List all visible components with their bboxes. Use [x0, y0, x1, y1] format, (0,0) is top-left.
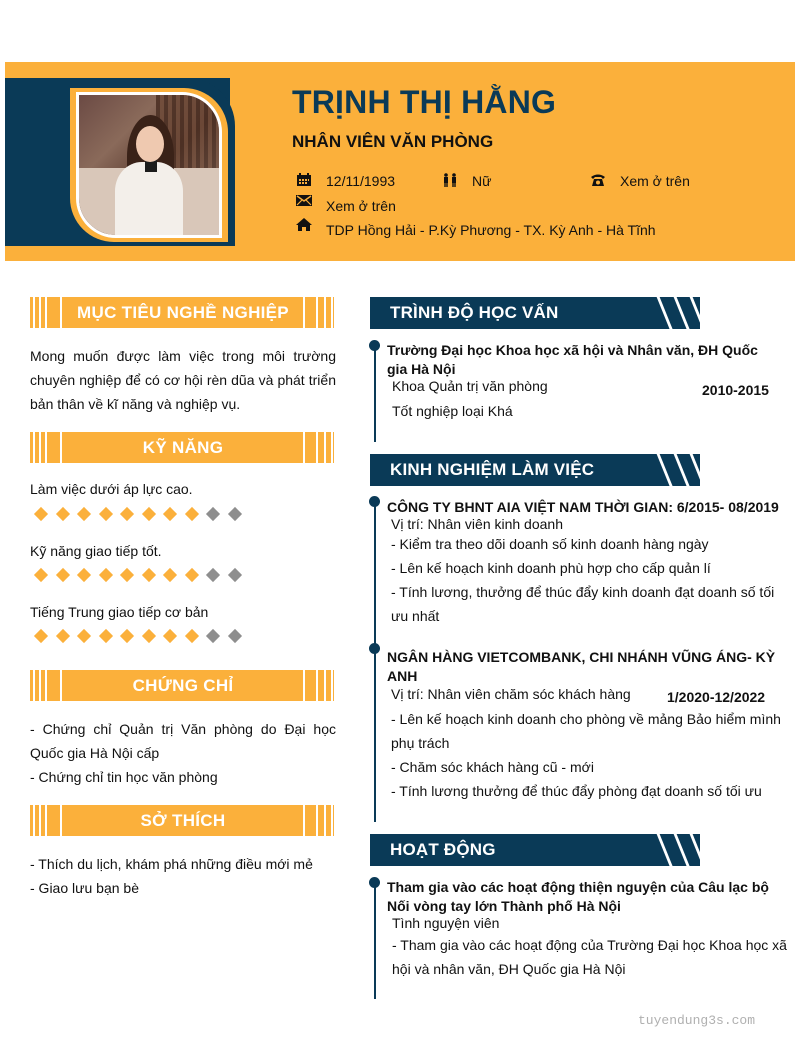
- home-icon: [296, 218, 326, 234]
- section-heading-objective: MỤC TIÊU NGHỀ NGHIỆP: [30, 297, 336, 328]
- experience-line: - Kiểm tra theo dõi doanh số kinh doanh hàng ngày: [391, 536, 709, 552]
- rating-diamond-icon: [227, 629, 241, 643]
- section-heading-skills: KỸ NĂNG: [30, 432, 336, 463]
- rating-diamond-icon: [120, 629, 134, 643]
- rating-diamond-icon: [206, 568, 220, 582]
- cv-header: [5, 62, 795, 261]
- phone-icon: [590, 173, 620, 189]
- photo-frame: [70, 88, 228, 242]
- activity-title: Tham gia vào các hoạt động thiện nguyện của Câu lạc bộ Nối vòng tay lớn Thành phố Hà Nội: [387, 879, 769, 914]
- email-value: Xem ở trên: [326, 198, 396, 214]
- candidate-name: TRỊNH THỊ HẰNG: [292, 84, 557, 120]
- education-line: Tốt nghiệp loại Khá: [392, 403, 513, 419]
- rating-diamond-icon: [184, 507, 198, 521]
- experience-company: CÔNG TY BHNT AIA VIỆT NAM THỜI GIAN: 6/2015- 08/2019: [387, 499, 779, 515]
- phone-value: Xem ở trên: [620, 173, 690, 189]
- gender-value: Nữ: [472, 173, 492, 189]
- hobby-item: - Giao lưu bạn bè: [30, 880, 139, 896]
- watermark: tuyendung3s.com: [638, 1013, 756, 1028]
- birthday-value: 12/11/1993: [326, 173, 396, 189]
- activity-line: Tình nguyện viên: [392, 915, 500, 931]
- rating-diamond-icon: [227, 568, 241, 582]
- activity-line: hội và nhân văn, ĐH Quốc gia Hà Nội: [392, 961, 626, 977]
- skill-rating: [34, 628, 242, 644]
- rating-diamond-icon: [34, 507, 48, 521]
- section-heading-experience: KINH NGHIỆM LÀM VIỆC: [370, 454, 700, 486]
- rating-diamond-icon: [77, 507, 91, 521]
- birthday-row: [296, 173, 395, 189]
- activity-line: - Tham gia vào các hoạt động của Trường Đại học Khoa học xã: [392, 937, 787, 953]
- rating-diamond-icon: [55, 568, 69, 582]
- rating-diamond-icon: [227, 507, 241, 521]
- skill-label: Làm việc dưới áp lực cao.: [30, 481, 193, 497]
- section-heading-hobbies: SỞ THÍCH: [30, 805, 336, 836]
- rating-diamond-icon: [120, 507, 134, 521]
- rating-diamond-icon: [55, 629, 69, 643]
- skill-rating: [34, 506, 242, 522]
- rating-diamond-icon: [77, 629, 91, 643]
- rating-diamond-icon: [141, 507, 155, 521]
- rating-diamond-icon: [163, 507, 177, 521]
- skill-label: Tiếng Trung giao tiếp cơ bản: [30, 604, 209, 620]
- experience-line: Vị trí: Nhân viên chăm sóc khách hàng: [391, 686, 631, 702]
- phone-row: [590, 173, 690, 189]
- address-row: [296, 218, 656, 238]
- profile-photo: [76, 92, 222, 238]
- rating-diamond-icon: [206, 629, 220, 643]
- people-icon: [442, 173, 472, 189]
- rating-diamond-icon: [120, 568, 134, 582]
- timeline-dot: [369, 877, 380, 888]
- experience-line: - Tính lương, thưởng để thúc đẩy kinh doanh đạt doanh số tối: [391, 584, 775, 600]
- objective-text: Mong muốn được làm việc trong môi trường chuyên nghiệp để có cơ hội rèn dũa và phát triển bản thân về kĩ năng và nghiệp vụ.: [30, 348, 336, 412]
- experience-line: ưu nhất: [391, 608, 440, 624]
- rating-diamond-icon: [184, 629, 198, 643]
- timeline-dot: [369, 643, 380, 654]
- section-heading-education: TRÌNH ĐỘ HỌC VẤN: [370, 297, 700, 329]
- rating-diamond-icon: [77, 568, 91, 582]
- address-value: TDP Hồng Hải - P.Kỳ Phương - TX. Kỳ Anh - Hà Tĩnh: [326, 222, 656, 238]
- experience-company: NGÂN HÀNG VIETCOMBANK, CHI NHÁNH VŨNG ÁNG- KỲ ANH: [387, 649, 776, 684]
- timeline-line: [374, 345, 376, 442]
- experience-line: Vị trí: Nhân viên kinh doanh: [391, 516, 563, 532]
- rating-diamond-icon: [163, 568, 177, 582]
- rating-diamond-icon: [141, 568, 155, 582]
- timeline-dot: [369, 496, 380, 507]
- certificate-item: - Chứng chỉ Quản trị Văn phòng do Đại học Quốc gia Hà Nội cấp: [30, 721, 336, 761]
- gender-row: [442, 173, 491, 189]
- experience-line: phụ trách: [391, 735, 450, 751]
- skill-rating: [34, 567, 242, 583]
- timeline-line: [374, 502, 376, 822]
- timeline-line: [374, 882, 376, 999]
- rating-diamond-icon: [98, 507, 112, 521]
- rating-diamond-icon: [98, 629, 112, 643]
- skill-label: Kỹ năng giao tiếp tốt.: [30, 543, 162, 559]
- experience-line: - Lên kế hoạch kinh doanh phù hợp cho cấp quản lí: [391, 560, 711, 576]
- rating-diamond-icon: [141, 629, 155, 643]
- job-title: NHÂN VIÊN VĂN PHÒNG: [292, 132, 494, 151]
- experience-date: 1/2020-12/2022: [667, 689, 766, 705]
- envelope-icon: [296, 194, 326, 210]
- education-line: Khoa Quản trị văn phòng: [392, 378, 548, 394]
- rating-diamond-icon: [55, 507, 69, 521]
- rating-diamond-icon: [184, 568, 198, 582]
- education-date: 2010-2015: [702, 382, 769, 398]
- rating-diamond-icon: [163, 629, 177, 643]
- timeline-dot: [369, 340, 380, 351]
- certificate-item: - Chứng chỉ tin học văn phòng: [30, 769, 218, 785]
- email-row: [296, 194, 396, 214]
- rating-diamond-icon: [34, 568, 48, 582]
- rating-diamond-icon: [98, 568, 112, 582]
- experience-line: - Tính lương thưởng để thúc đẩy phòng đạt doanh số tối ưu: [391, 783, 762, 799]
- experience-line: - Chăm sóc khách hàng cũ - mới: [391, 759, 594, 775]
- calendar-icon: [296, 173, 326, 189]
- experience-line: - Lên kế hoạch kinh doanh cho phòng về mảng Bảo hiểm mình: [391, 711, 781, 727]
- rating-diamond-icon: [34, 629, 48, 643]
- section-heading-certificates: CHỨNG CHỈ: [30, 670, 336, 701]
- hobby-item: - Thích du lịch, khám phá những điều mới mẻ: [30, 856, 313, 872]
- section-heading-activities: HOẠT ĐỘNG: [370, 834, 700, 866]
- education-school: Trường Đại học Khoa học xã hội và Nhân văn, ĐH Quốc gia Hà Nội: [387, 342, 758, 377]
- rating-diamond-icon: [206, 507, 220, 521]
